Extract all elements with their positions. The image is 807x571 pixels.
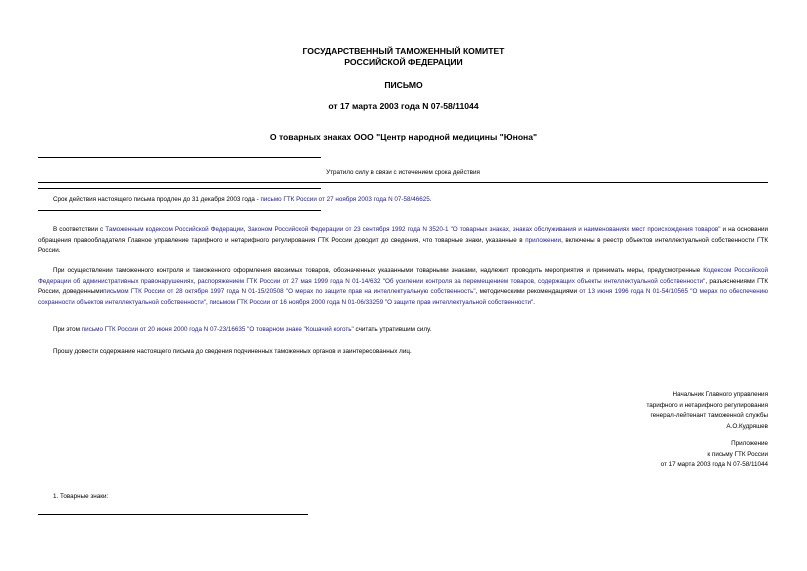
customs-code-link[interactable]: Таможенным кодексом Российской Федерации	[105, 226, 244, 233]
order-1999-link[interactable]: распоряжением ГТК России от 27 мая 1999 года N 01-14/632 "Об усилении контроля за перемещением товаров, содержащих объекты интеллектуальной собственности"	[197, 277, 706, 285]
divider	[38, 210, 321, 211]
signature-line: тарифного и нетарифного регулирования	[646, 401, 768, 409]
letter-1997-link[interactable]: письмом ГТК России от 28 октября 1997 года N 01-15/20508 "О мерах по защите прав на интеллектуальную собственность"	[103, 288, 476, 295]
doc-title: О товарных знаках ООО "Центр народной медицины "Юнона"	[269, 132, 538, 142]
trademark-law-link[interactable]: Законом Российской Федерации от 23 сентября 1992 года N 3520-1 "О товарных знаках, знаках обслуживания и наименованиях мест происхождения товаров"	[247, 226, 721, 233]
paragraph-3: При этом письмо ГТК России от 20 июня 2000 года N 07-23/16635 "О товарном знаке "Кошачий коготь" считать утратившим силу.	[53, 326, 432, 333]
paragraph-1: В соответствии с Таможенным кодексом Российской Федерации, Законом Российской Федерации от 23 сентября 1992 года N 3520-1 "О товарных знаках, знаках обслуживания и наименованиях мест происхождения товаров" и на основании обращения правообладателя Главное управление тарифного и нетарифного регулирования ГТК России доводит до сведения, что товарные знаки, указанные в приложении, включены в реестр объектов интеллектуальной собственности ГТК России.	[38, 226, 769, 254]
divider	[38, 182, 768, 183]
recommendations-1996-link[interactable]: от 13 июня 1996 года N 01-54/10565 "О мерах по обеспечению сохранности объектов интеллектуальной собственности"	[38, 288, 769, 306]
org-name-line1: ГОСУДАРСТВЕННЫЙ ТАМОЖЕННЫЙ КОМИТЕТ	[302, 46, 505, 56]
status-expired: Утратило силу в связи с истечением срока действия	[326, 169, 480, 176]
org-name-line2: РОССИЙСКОЙ ФЕДЕРАЦИИ	[344, 57, 463, 67]
signature-line: Начальник Главного управления	[672, 391, 768, 398]
doc-type: ПИСЬМО	[384, 80, 423, 90]
appendix-link[interactable]: приложении	[525, 236, 562, 244]
appendix-line: Приложение	[731, 440, 768, 447]
admin-code-link[interactable]: Кодексом Российской Федерации об административных правонарушениях	[38, 267, 768, 285]
signature-line: генерал-лейтенант таможенной службы	[650, 412, 768, 419]
extension-letter-link[interactable]: письмо ГТК России от 27 ноября 2003 года N 07-58/46625	[260, 196, 430, 203]
appendix-line: от 17 марта 2003 года N 07-58/11044	[660, 461, 768, 468]
signature-block	[400, 390, 768, 432]
appendix-item-1: 1. Товарные знаки:	[53, 493, 109, 500]
divider	[38, 514, 308, 515]
divider	[38, 157, 321, 158]
divider	[38, 188, 321, 189]
appendix-line: к письму ГТК России	[707, 450, 768, 458]
doc-date: от 17 марта 2003 года N 07-58/11044	[328, 101, 479, 111]
revoked-letter-link[interactable]: письмо ГТК России от 20 июня 2000 года N 07-23/16635 "О товарном знаке "Кошачий коготь"	[81, 326, 354, 333]
paragraph-2: При осуществлении таможенного контроля и таможенного оформления ввозимых товаров, обозначенных указанными товарными знаками, надлежит проводить мероприятия и принимать меры, предусмотренные Кодексом Российской Федерации об административных правонарушениях, распоряжением ГТК России от 27 мая 1999 года N 01-14/632 "Об усилении контроля за перемещением товаров, содержащих объекты интеллектуальной собственности", разъяснениями ГТК России, доведеннымиписьмом ГТК России от 28 октября 1997 года N 01-15/20508 "О мерах по защите прав на интеллектуальную собственность", методическими рекомендациями от 13 июня 1996 года N 01-54/10565 "О мерах по обеспечению сохранности объектов интеллектуальной собственности", письмом ГТК России от 16 ноября 2000 года N 01-06/33259 "О защите прав интеллектуальной собственности".	[38, 267, 769, 306]
signature-name: А.О.Кудряшев	[726, 422, 768, 430]
status-extended: Срок действия настоящего письма продлен до 31 декабря 2003 года - письмо ГТК России от 27 ноября 2003 года N 07-58/46625.	[53, 196, 432, 203]
letter-2000-link[interactable]: письмом ГТК России от 16 ноября 2000 года N 01-06/33259 "О защите прав интеллектуальной собственности"	[209, 298, 534, 306]
paragraph-4: Прошу довести содержание настоящего письма до сведения подчиненных таможенных органов и заинтересованных лиц.	[53, 348, 412, 355]
appendix-header	[400, 439, 768, 471]
